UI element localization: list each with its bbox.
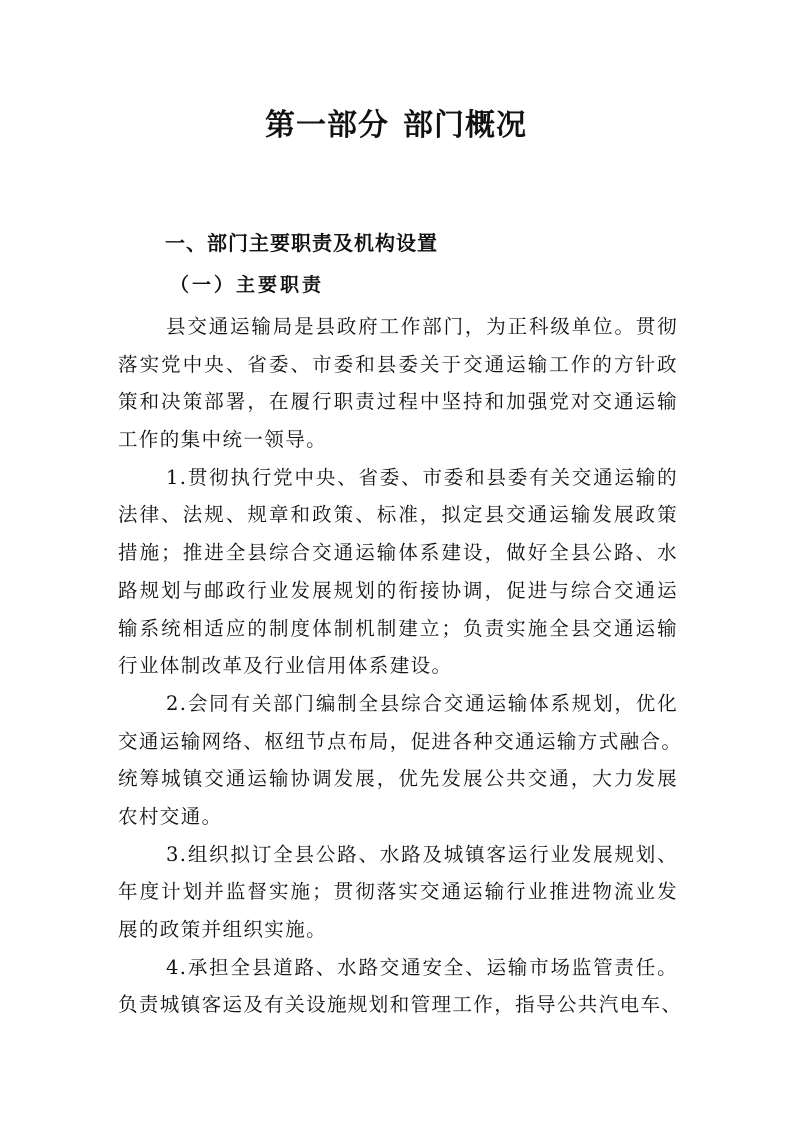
document-body — [118, 308, 683, 1024]
paragraph-line: 输系统相适应的制度体制机制建立；负责实施全县交通运输 — [118, 616, 678, 640]
paragraph-line: 4.承担全县道路、水路交通安全、运输市场监管责任。 — [166, 955, 678, 979]
section-heading: 一、部门主要职责及机构设置 — [165, 231, 438, 255]
paragraph-line: 3.组织拟订全县公路、水路及城镇客运行业发展规划、 — [166, 842, 678, 866]
subsection-heading: （一）主要职责 — [170, 274, 325, 296]
paragraph-line: 路规划与邮政行业发展规划的衔接协调，促进与综合交通运 — [118, 578, 678, 602]
paragraph-line: 落实党中央、省委、市委和县委关于交通运输工作的方针政 — [118, 352, 678, 376]
paragraph-line: 交通运输网络、枢纽节点布局，促进各种交通运输方式融合。 — [118, 729, 683, 753]
paragraph-line: 农村交通。 — [118, 804, 223, 828]
title-part: 第一部分 — [265, 108, 389, 143]
paragraph-line: 2.会同有关部门编制全县综合交通运输体系规划，优化 — [166, 691, 678, 715]
paragraph-line: 1.贯彻执行党中央、省委、市委和县委有关交通运输的 — [166, 465, 678, 489]
paragraph-line: 行业体制改革及行业信用体系建设。 — [118, 654, 453, 678]
paragraph-line: 县交通运输局是县政府工作部门，为正科级单位。贯彻 — [166, 315, 678, 338]
paragraph-line: 措施；推进全县综合交通运输体系建设，做好全县公路、水 — [118, 541, 678, 565]
paragraph-line: 负责城镇客运及有关设施规划和管理工作，指导公共汽电车、 — [118, 993, 683, 1017]
page-title — [0, 104, 792, 148]
paragraph-line: 年度计划并监督实施；贯彻落实交通运输行业推进物流业发 — [118, 880, 678, 904]
paragraph-line: 策和决策部署，在履行职责过程中坚持和加强党对交通运输 — [118, 390, 678, 414]
paragraph-line: 统筹城镇交通运输协调发展，优先发展公共交通，大力发展 — [118, 767, 678, 791]
paragraph-line: 工作的集中统一领导。 — [118, 428, 328, 452]
title-name: 部门概况 — [403, 108, 527, 143]
paragraph-line: 法律、法规、规章和政策、标准，拟定县交通运输发展政策 — [118, 503, 678, 527]
paragraph-line: 展的政策并组织实施。 — [118, 918, 328, 941]
